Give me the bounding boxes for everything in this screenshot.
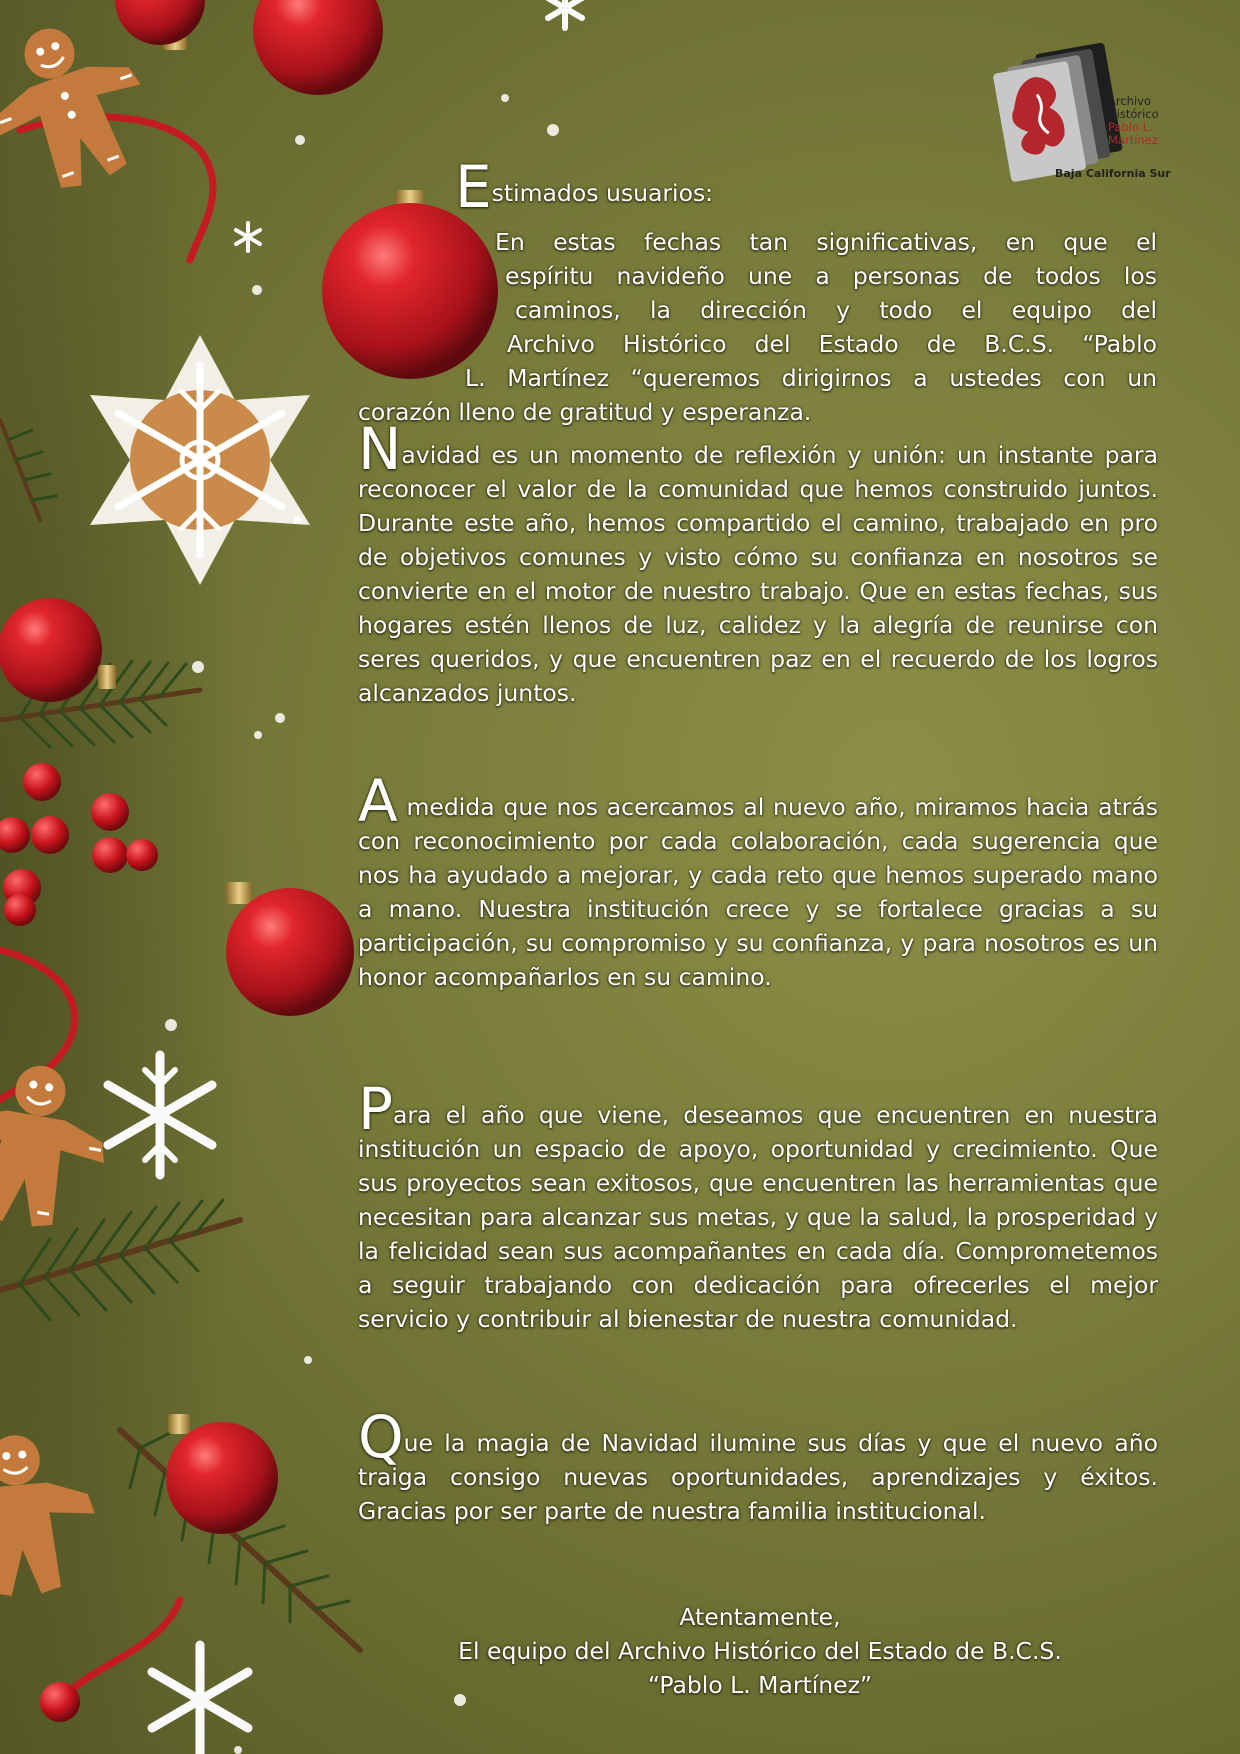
logo-region: Baja California Sur	[1055, 167, 1171, 180]
drop-cap: P	[358, 1075, 393, 1143]
intro-line: caminos, la dirección y todo el equipo del	[515, 296, 1157, 324]
drop-cap: N	[358, 415, 402, 483]
logo-line: Pablo L.	[1108, 120, 1153, 134]
drop-cap: E	[455, 153, 492, 221]
intro-line: espíritu navideño une a personas de todos los	[505, 262, 1157, 290]
paragraph-navidad	[358, 415, 1158, 710]
logo-line: Histórico	[1108, 107, 1159, 121]
greeting	[455, 153, 785, 221]
intro-line: corazón lleno de gratitud y esperanza.	[358, 398, 812, 426]
intro-line: Archivo Histórico del Estado de B.C.S. “Pablo	[507, 330, 1157, 358]
logo-line: Archivo	[1108, 94, 1151, 108]
signature-line: “Pablo L. Martínez”	[647, 1671, 873, 1699]
paragraph-text: avidad es un momento de reflexión y unión: un instante para reconocer el valor de la comunidad que hemos construido juntos. Durante este año, hemos compartido el camino, trabajado en pro de objetivos comunes y visto cómo su confianza en nosotros se convierte en el motor de nuestro trabajo. Que en estas fechas, sus hogares estén llenos de luz, calidez y la alegría de reunirse con seres queridos, y que encuentren paz en el recuerdo de los logros alcanzados juntos.	[358, 441, 1158, 707]
closing: Atentamente,	[679, 1603, 841, 1631]
paragraph-text: medida que nos acercamos al nuevo año, miramos hacia atrás con reconocimiento por cada colaboración, cada sugerencia que nos ha ayudado a mejorar, y cada reto que hemos superado mano a mano. Nuestra institución crece y se fortalece gracias a su participación, su compromiso y su confianza, y para nosotros es un honor acompañarlos en su camino.	[358, 793, 1158, 991]
paragraph-text: ue la magia de Navidad ilumine sus días y que el nuevo año traiga consigo nuevas oportunidades, aprendizajes y éxitos. Gracias por ser parte de nuestra familia institucional.	[358, 1429, 1158, 1525]
paragraph-text: ara el año que viene, deseamos que encuentren en nuestra institución un espacio de apoyo, oportunidad y crecimiento. Que sus proyectos sean exitosos, que encuentren las herramientas que necesitan para alcanzar sus metas, y que la salud, la prosperidad y la felicidad sean sus acompañantes en cada día. Comprometemos a seguir trabajando con dedicación para ofrecerles el mejor servicio y contribuir al bienestar de nuestra comunidad.	[358, 1101, 1158, 1333]
intro-paragraph	[358, 225, 1157, 429]
drop-cap: A	[358, 767, 398, 835]
paragraph-magia	[358, 1403, 1158, 1528]
paragraph-ano-que-viene	[358, 1075, 1158, 1336]
drop-cap: Q	[358, 1403, 404, 1471]
logo-line: Martínez	[1108, 133, 1158, 147]
signature-line: El equipo del Archivo Histórico del Estado de B.C.S.	[458, 1637, 1062, 1665]
paragraph-nuevo-ano	[358, 767, 1158, 994]
signature-block	[360, 1600, 1160, 1702]
intro-line: En estas fechas tan significativas, en que el	[495, 228, 1157, 256]
intro-line: L. Martínez “queremos dirigirnos a ustedes con un	[465, 364, 1157, 392]
archive-logo-text	[1108, 95, 1159, 147]
greeting-text: stimados usuarios:	[491, 179, 714, 207]
